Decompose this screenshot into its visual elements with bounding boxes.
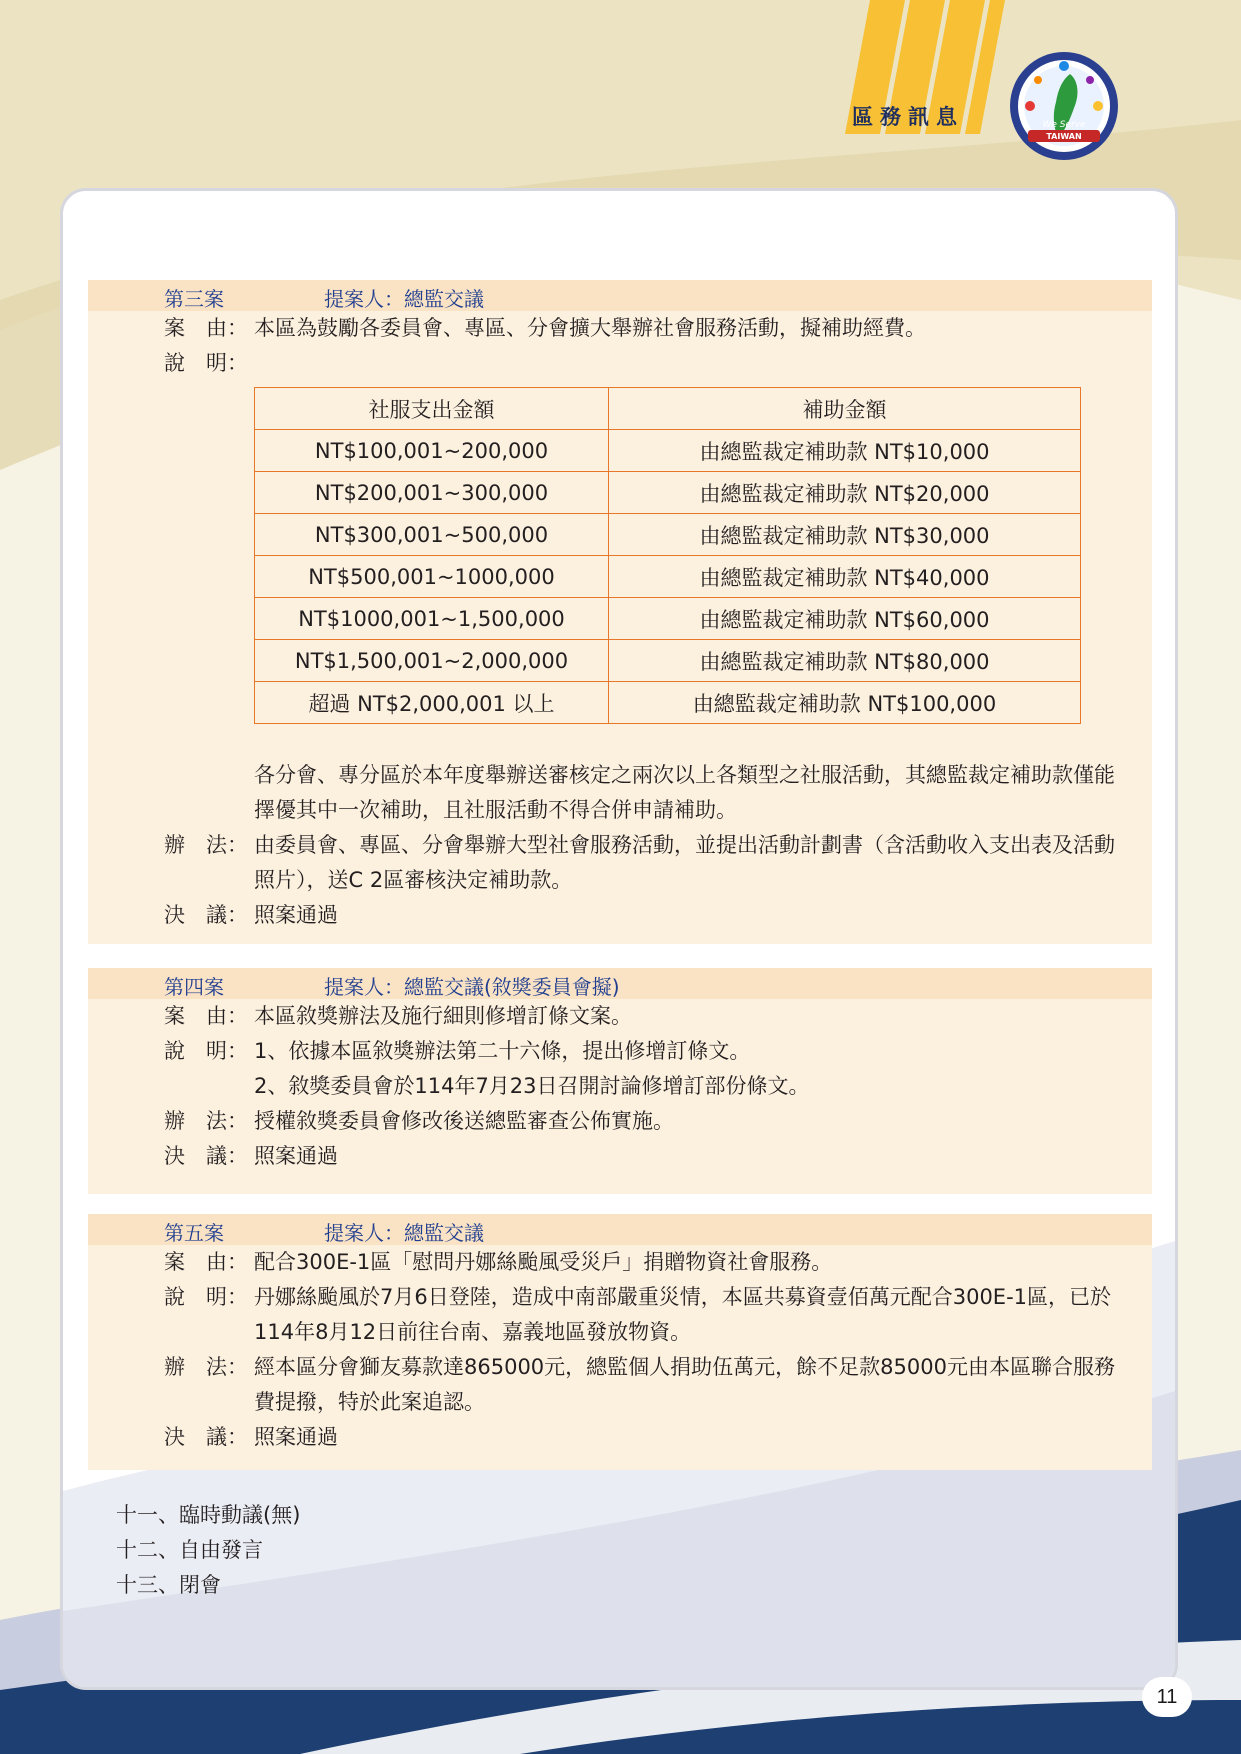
table-cell: NT$1000,001~1,500,000: [255, 598, 609, 640]
explain-row: [88, 346, 1152, 381]
agenda-item-11: 十一、臨時動議(無): [116, 1503, 301, 1527]
explain-label: 說 明：: [164, 351, 248, 375]
explain-text-1: 1、依據本區敘獎辦法第二十六條，提出修增訂條文。: [254, 1039, 751, 1063]
reason-label: 案 由：: [164, 1250, 248, 1274]
table-row: [255, 598, 1081, 640]
svg-text:We Serve: We Serve: [1042, 120, 1086, 130]
case-5: [88, 1214, 1152, 1470]
case-number: 第五案: [164, 1221, 224, 1245]
method-label: 辦 法：: [164, 1109, 248, 1133]
note-row: [88, 758, 1152, 828]
table-cell: 由總監裁定補助款 NT$30,000: [609, 514, 1081, 556]
case-number: 第三案: [164, 287, 224, 311]
table-cell: NT$100,001~200,000: [255, 430, 609, 472]
table-cell: NT$500,001~1000,000: [255, 556, 609, 598]
reason-label: 案 由：: [164, 316, 248, 340]
agenda-item-13: 十三、閉會: [116, 1573, 221, 1597]
table-cell: 由總監裁定補助款 NT$80,000: [609, 640, 1081, 682]
explain-row: [88, 1280, 1152, 1350]
table-row: [255, 430, 1081, 472]
table-cell: 由總監裁定補助款 NT$20,000: [609, 472, 1081, 514]
table-row: [255, 514, 1081, 556]
resolution-label: 決 議：: [164, 1425, 248, 1449]
table-cell: 由總監裁定補助款 NT$10,000: [609, 430, 1081, 472]
table-cell: 由總監裁定補助款 NT$60,000: [609, 598, 1081, 640]
table-cell: 由總監裁定補助款 NT$100,000: [609, 682, 1081, 724]
case-3: [88, 280, 1152, 944]
method-label: 辦 法：: [164, 1355, 248, 1379]
resolution-row: [88, 898, 1152, 933]
table-row: [255, 472, 1081, 514]
explain-row-2: [88, 1069, 1152, 1104]
case-4-header: [88, 968, 1152, 999]
method-row: [88, 1104, 1152, 1139]
case-4: [88, 968, 1152, 1194]
reason-text: 本區為鼓勵各委員會、專區、分會擴大舉辦社會服務活動，擬補助經費。: [254, 316, 926, 340]
explain-row: [88, 1034, 1152, 1069]
method-text: 經本區分會獅友募款達865000元，總監個人捐助伍萬元，餘不足款85000元由本區聯合服務費提撥，特於此案追認。: [254, 1355, 1115, 1414]
explain-label: 說 明：: [164, 1285, 248, 1309]
subsidy-table: [254, 387, 1081, 724]
method-text: 由委員會、專區、分會舉辦大型社會服務活動，並提出活動計劃書（含活動收入支出表及活動照片），送C 2區審核決定補助款。: [254, 833, 1115, 892]
table-row: [255, 556, 1081, 598]
table-cell: NT$200,001~300,000: [255, 472, 609, 514]
resolution-text: 照案通過: [254, 1425, 338, 1449]
reason-text: 配合300E-1區「慰問丹娜絲颱風受災戶」捐贈物資社會服務。: [254, 1250, 833, 1274]
reason-row: [88, 311, 1152, 346]
reason-row: [88, 999, 1152, 1034]
reason-label: 案 由：: [164, 1004, 248, 1028]
resolution-label: 決 議：: [164, 1144, 248, 1168]
column-header: 社服支出金額: [255, 388, 609, 430]
resolution-text: 照案通過: [254, 1144, 338, 1168]
table-cell: NT$300,001~500,000: [255, 514, 609, 556]
table-header-row: [255, 388, 1081, 430]
page-number: 11: [1142, 1677, 1192, 1717]
resolution-label: 決 議：: [164, 903, 248, 927]
method-row: [88, 828, 1152, 898]
resolution-text: 照案通過: [254, 903, 338, 927]
explain-text-2: 2、敘獎委員會於114年7月23日召開討論修增訂部份條文。: [254, 1074, 810, 1098]
table-cell: 超過 NT$2,000,001 以上: [255, 682, 609, 724]
reason-row: [88, 1245, 1152, 1280]
case-5-header: [88, 1214, 1152, 1245]
column-header: 補助金額: [609, 388, 1081, 430]
lions-emblem-logo: [1008, 50, 1120, 162]
case-3-header: [88, 280, 1152, 311]
method-text: 授權敘獎委員會修改後送總監審查公佈實施。: [254, 1109, 674, 1133]
table-cell: NT$1,500,001~2,000,000: [255, 640, 609, 682]
method-row: [88, 1350, 1152, 1420]
case-proposer: 提案人：總監交議: [324, 287, 484, 311]
note-text: 各分會、專分區於本年度舉辦送審核定之兩次以上各類型之社服活動，其總監裁定補助款僅能擇優其中一次補助，且社服活動不得合併申請補助。: [254, 763, 1115, 822]
explain-label: 說 明：: [164, 1039, 248, 1063]
reason-text: 本區敘獎辦法及施行細則修增訂條文案。: [254, 1004, 632, 1028]
resolution-row: [88, 1420, 1152, 1455]
case-proposer: 提案人：總監交議(敘獎委員會擬): [324, 975, 620, 999]
table-row: [255, 682, 1081, 724]
table-row: [255, 640, 1081, 682]
svg-text:TAIWAN: TAIWAN: [1046, 132, 1082, 141]
method-label: 辦 法：: [164, 833, 248, 857]
resolution-row: [88, 1139, 1152, 1174]
case-number: 第四案: [164, 975, 224, 999]
agenda-item-12: 十二、自由發言: [116, 1538, 263, 1562]
case-proposer: 提案人：總監交議: [324, 1221, 484, 1245]
section-title: 區務訊息: [852, 105, 964, 129]
table-cell: 由總監裁定補助款 NT$40,000: [609, 556, 1081, 598]
explain-text: 丹娜絲颱風於7月6日登陸，造成中南部嚴重災情，本區共募資壹佰萬元配合300E-1區，已於114年8月12日前往台南、嘉義地區發放物資。: [254, 1285, 1112, 1344]
